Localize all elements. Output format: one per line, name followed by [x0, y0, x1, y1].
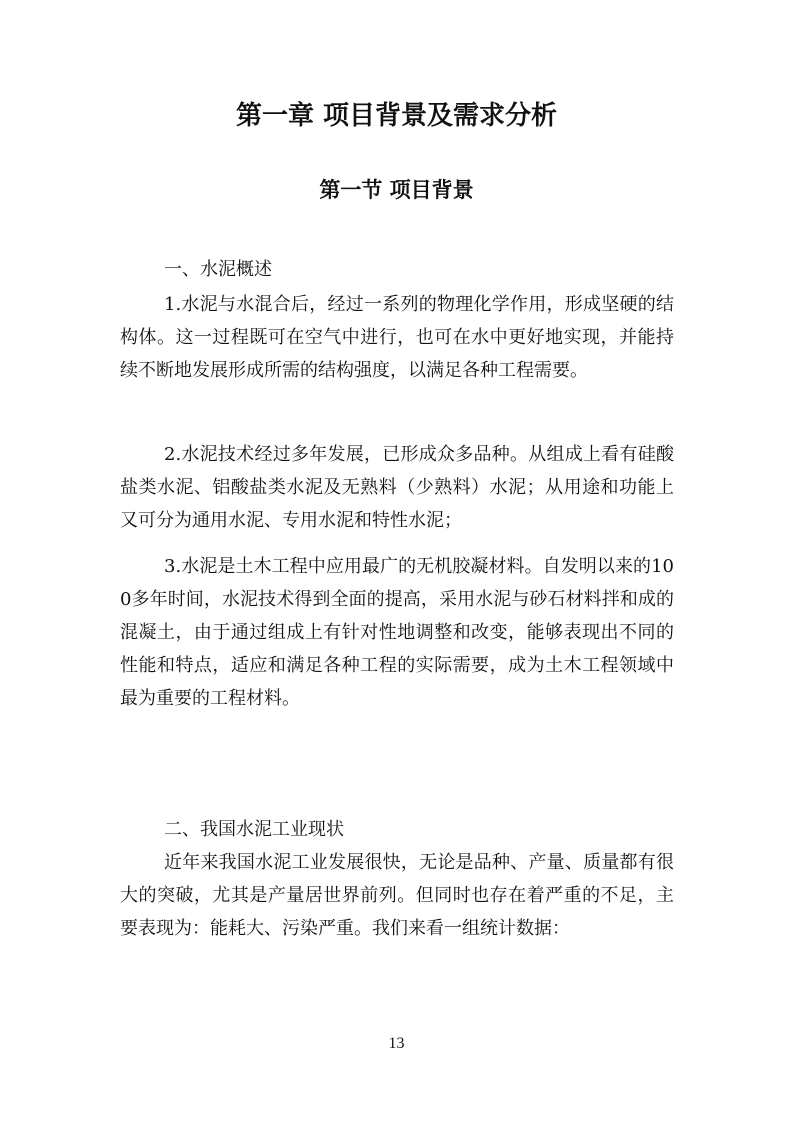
subheading-cement-overview: 一、水泥概述	[164, 259, 272, 280]
section-title: 第一节 项目背景	[319, 178, 474, 202]
paragraph-3: 3.水泥是土木工程中应用最广的无机胶凝材料。自发明以来的100多年时间，水泥技术得到全面的提高，采用水泥与砂石材料拌和成的混凝土，由于通过组成上有针对性地调整和改变，能够表现出不同的性能和特点，适应和满足各种工程的实际需要，成为土木工程领域中最为重要的工程材料。	[120, 556, 674, 709]
paragraph-2: 2.水泥技术经过多年发展，已形成众多品种。从组成上看有硅酸盐类水泥、铝酸盐类水泥及无熟料（少熟料）水泥；从用途和功能上又可分为通用水泥、专用水泥和特性水泥；	[120, 444, 674, 531]
paragraph-4: 近年来我国水泥工业发展很快，无论是品种、产量、质量都有很大的突破，尤其是产量居世界前列。但同时也存在着严重的不足，主要表现为：能耗大、污染严重。我们来看一组统计数据：	[120, 852, 674, 939]
subheading-industry-status: 二、我国水泥工业现状	[164, 819, 344, 840]
chapter-title: 第一章 项目背景及需求分析	[235, 101, 558, 131]
paragraph-1: 1.水泥与水混合后，经过一系列的物理化学作用，形成坚硬的结构体。这一过程既可在空气中进行，也可在水中更好地实现，并能持续不断地发展形成所需的结构强度，以满足各种工程需要。	[120, 294, 674, 381]
page-number: 13	[388, 1035, 405, 1052]
